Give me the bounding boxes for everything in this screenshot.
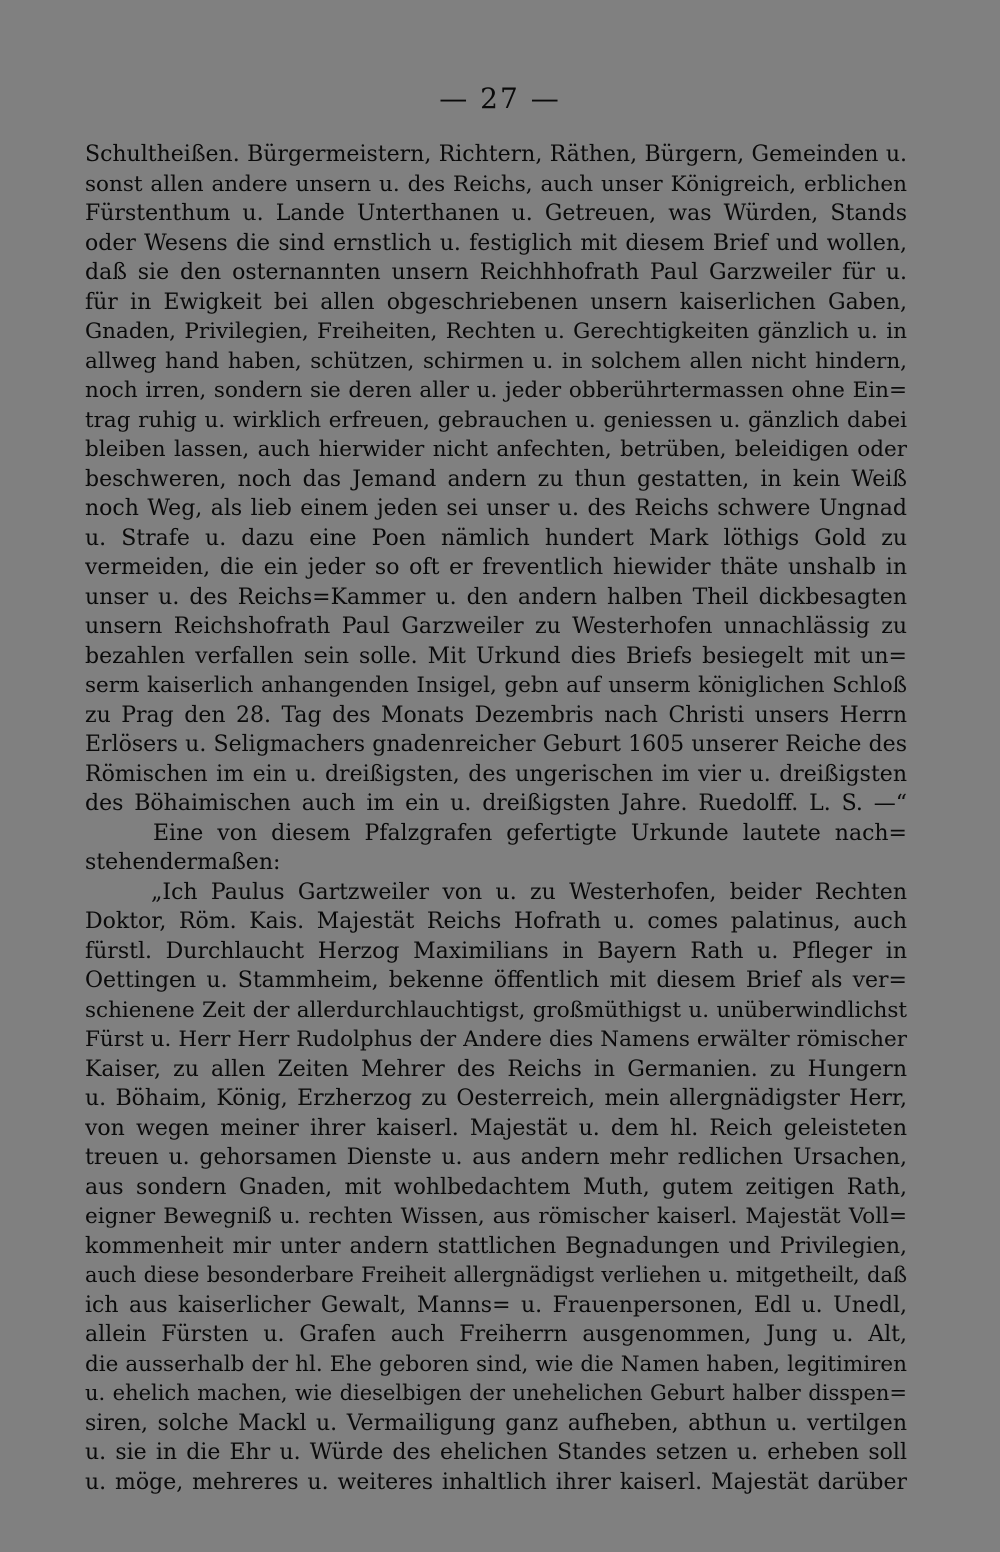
text-line: Schultheißen. Bürgermeistern, Richtern, Räthen, Bürgern, Gemeinden u. xyxy=(85,142,907,167)
text-line: siren, solche Mackl u. Vermailigung ganz aufheben, abthun u. vertilgen xyxy=(85,1410,907,1436)
text-line: des Böhaimischen auch im ein u. dreißigsten Jahre. Ruedolff. L. S. —“ xyxy=(85,791,907,816)
text-line: Römischen im ein u. dreißigsten, des ungerischen im vier u. dreißigsten xyxy=(85,761,907,787)
text-line: auch diese besonderbare Freiheit allergnädigst verliehen u. mitgetheilt, daß xyxy=(85,1263,907,1287)
text-line: oder Wesens die sind ernstlich u. festiglich mit diesem Brief und wollen, xyxy=(85,230,907,256)
text-line: u. Strafe u. dazu eine Poen nämlich hundert Mark löthigs Gold zu xyxy=(85,525,907,551)
text-line: treuen u. gehorsamen Dienste u. aus andern mehr redlichen Ursachen, xyxy=(85,1145,907,1170)
text-line: kommenheit mir unter andern stattlichen Begnadungen und Privilegien, xyxy=(85,1233,907,1259)
text-line: Kaiser, zu allen Zeiten Mehrer des Reichs in Germanien. zu Hungern xyxy=(85,1056,907,1082)
text-line: Erlösers u. Seligmachers gnadenreicher Geburt 1605 unserer Reiche des xyxy=(85,732,907,757)
body-text xyxy=(85,140,907,1497)
text-line: u. ehelich machen, wie dieselbigen der unehelichen Geburt halber disspen= xyxy=(85,1381,907,1405)
text-line: stehendermaßen: xyxy=(85,850,281,875)
text-line: u. möge, mehreres u. weiteres inhaltlich ihrer kaiserl. Majestät darüber xyxy=(85,1469,907,1495)
text-line: schienene Zeit der allerdurchlauchtigst, großmüthigst u. unüberwindlichst xyxy=(85,997,907,1023)
text-line: serm kaiserlich anhangenden Insigel, gebn auf unserm königlichen Schloß xyxy=(85,673,907,698)
text-line: für in Ewigkeit bei allen obgeschriebenen unsern kaiserlichen Gaben, xyxy=(85,289,907,315)
text-line: vermeiden, die ein jeder so oft er freventlich hiewider thäte unshalb in xyxy=(85,555,907,580)
text-line: noch irren, sondern sie deren aller u. jeder obberührtermassen ohne Ein= xyxy=(85,378,907,403)
page-number: — 27 — xyxy=(439,82,561,115)
text-line: Fürstenthum u. Lande Unterthanen u. Getreuen, was Würden, Stands xyxy=(85,201,907,226)
text-line: aus sondern Gnaden, mit wohlbedachtem Muth, gutem zeitigen Rath, xyxy=(85,1174,907,1200)
text-line: beschweren, noch das Jemand andern zu thun gestatten, in kein Weiß xyxy=(85,466,907,492)
text-line: Fürst u. Herr Herr Rudolphus der Andere dies Namens erwälter römischer xyxy=(85,1027,907,1052)
text-line: daß sie den osternannten unsern Reichhhofrath Paul Garzweiler für u. xyxy=(85,260,907,285)
text-line: allein Fürsten u. Grafen auch Freiherrn ausgenommen, Jung u. Alt, xyxy=(85,1322,907,1347)
text-line: sonst allen andere unsern u. des Reichs, auch unser Königreich, erblichen xyxy=(85,171,907,197)
text-line: eigner Bewegniß u. rechten Wissen, aus römischer kaiserl. Majestät Voll= xyxy=(85,1204,907,1229)
text-line: Gnaden, Privilegien, Freiheiten, Rechten u. Gerechtigkeiten gänzlich u. in xyxy=(85,319,907,344)
text-line: Doktor, Röm. Kais. Majestät Reichs Hofrath u. comes palatinus, auch xyxy=(85,909,907,934)
text-line: von wegen meiner ihrer kaiserl. Majestät u. dem hl. Reich geleisteten xyxy=(85,1115,907,1141)
text-line: Eine von diesem Pfalzgrafen gefertigte Urkunde lautete nach= xyxy=(153,820,907,846)
text-line: bezahlen verfallen sein solle. Mit Urkund dies Briefs besiegelt mit un= xyxy=(85,643,907,669)
text-line: unsern Reichshofrath Paul Garzweiler zu Westerhofen unnachlässig zu xyxy=(85,614,907,639)
text-line: ich aus kaiserlicher Gewalt, Manns= u. Frauenpersonen, Edl u. Unedl, xyxy=(85,1292,907,1318)
text-line: noch Weg, als lieb einem jeden sei unser u. des Reichs schwere Ungnad xyxy=(85,496,907,521)
text-line: zu Prag den 28. Tag des Monats Dezembris nach Christi unsers Herrn xyxy=(85,702,907,728)
text-line: Oettingen u. Stammheim, bekenne öffentlich mit diesem Brief als ver= xyxy=(85,968,907,993)
text-line: die ausserhalb der hl. Ehe geboren sind, wie die Namen haben, legitimiren xyxy=(85,1351,907,1377)
text-line: fürstl. Durchlaucht Herzog Maximilians in Bayern Rath u. Pfleger in xyxy=(85,938,907,964)
text-line: „Ich Paulus Gartzweiler von u. zu Westerhofen, beider Rechten xyxy=(151,879,907,905)
text-line: bleiben lassen, auch hierwider nicht anfechten, betrüben, beleidigen oder xyxy=(85,437,907,462)
text-line: trag ruhig u. wirklich erfreuen, gebrauchen u. geniessen u. gänzlich dabei xyxy=(85,407,907,433)
text-line: unser u. des Reichs=Kammer u. den andern halben Theil dickbesagten xyxy=(85,584,907,610)
text-line: allweg hand haben, schützen, schirmen u. in solchem allen nicht hindern, xyxy=(85,348,907,374)
text-line: u. sie in die Ehr u. Würde des ehelichen Standes setzen u. erheben soll xyxy=(85,1440,907,1465)
text-line: u. Böhaim, König, Erzherzog zu Oesterreich, mein allergnädigster Herr, xyxy=(85,1086,907,1111)
